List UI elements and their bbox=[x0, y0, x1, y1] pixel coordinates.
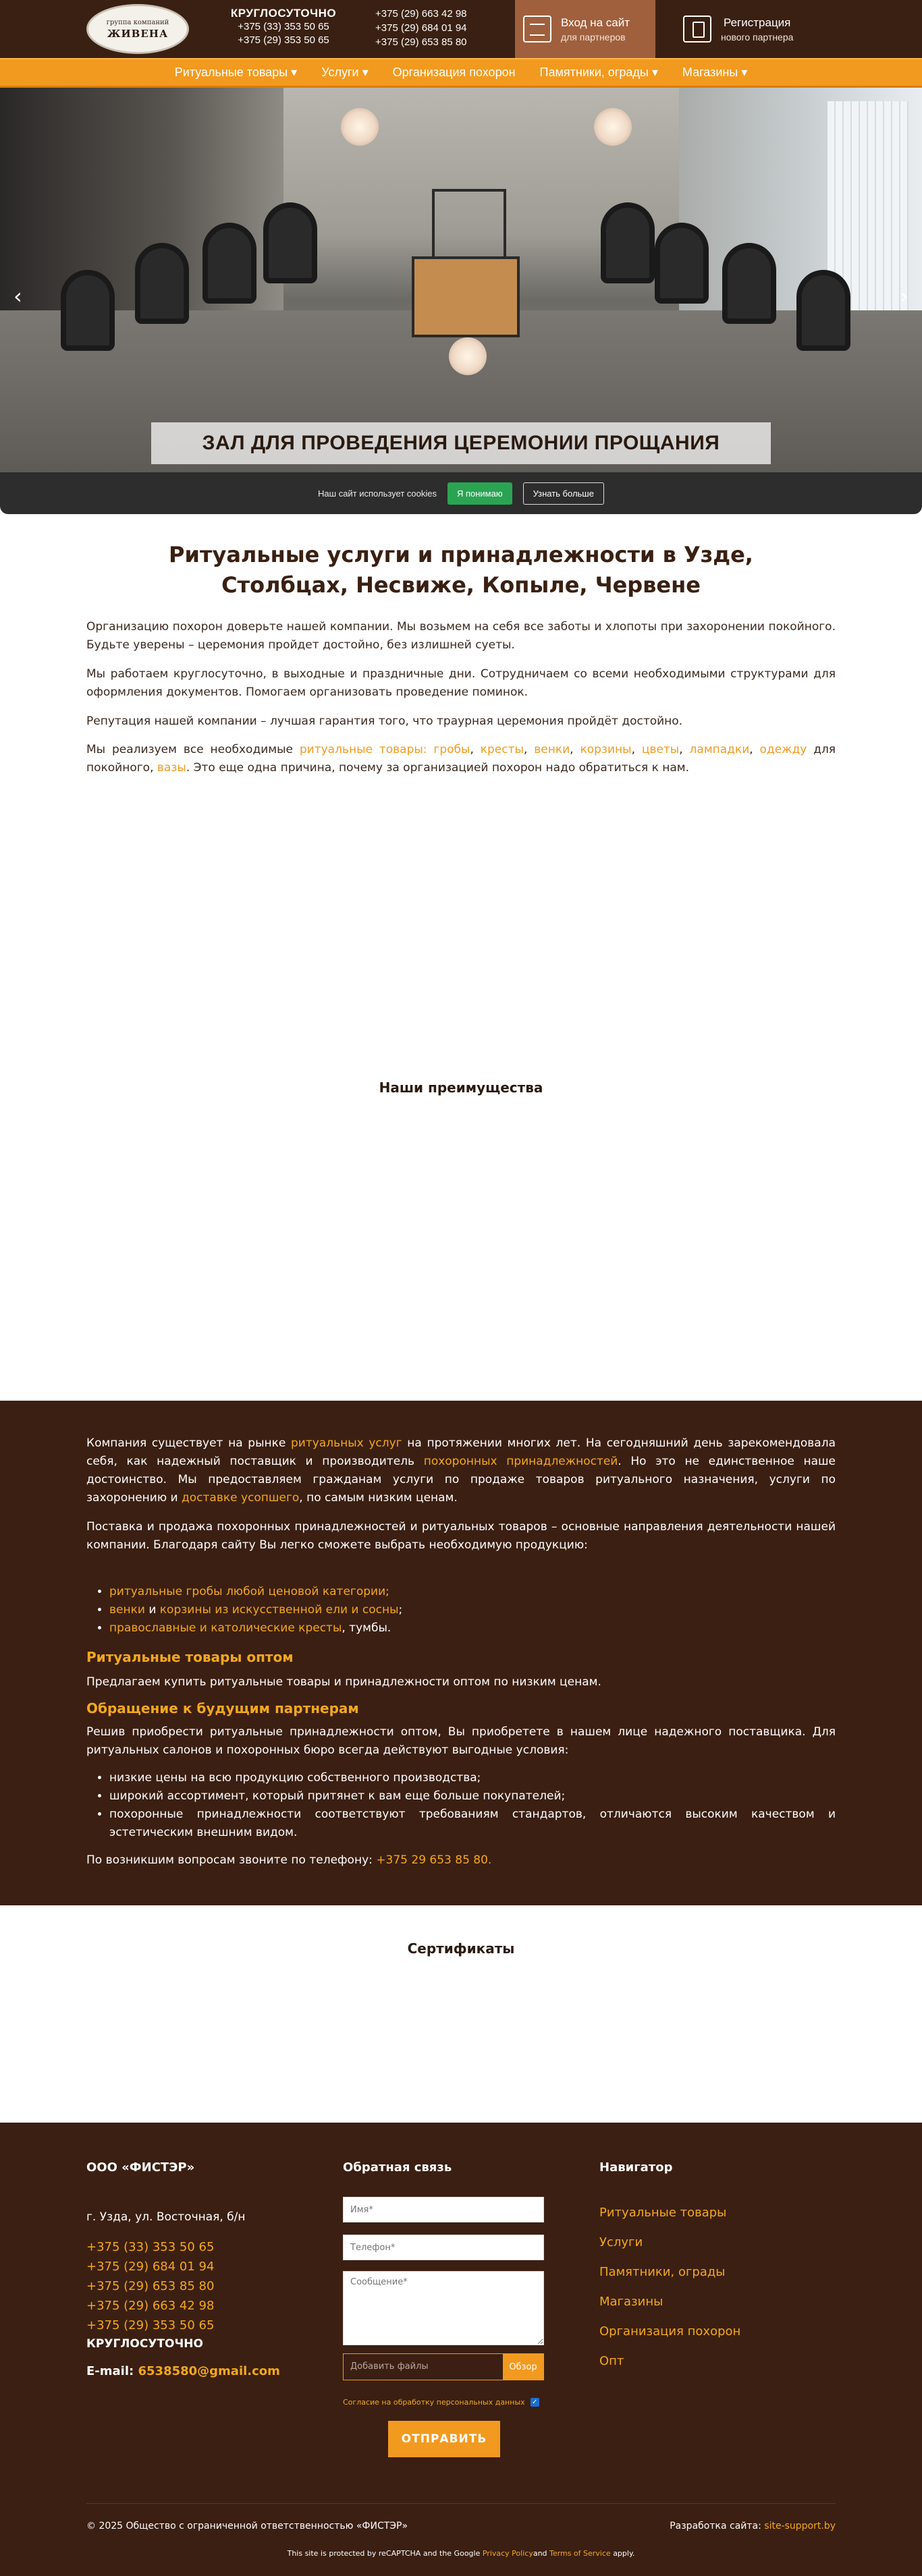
conditions-list bbox=[86, 1769, 836, 1842]
recaptcha-notice: This site is protected by reCAPTCHA and the Google Privacy Policyand Terms of Service apply. bbox=[287, 2549, 635, 2558]
link-crosses[interactable]: православные и католические кресты bbox=[109, 1621, 342, 1635]
wholesale-paragraph: Предлагаем купить ритуальные товары и принадлежности оптом по низким ценам. bbox=[86, 1675, 601, 1689]
contact-phone-link[interactable]: +375 29 653 85 80. bbox=[376, 1853, 492, 1867]
advantages-heading: Наши преимущества bbox=[379, 1080, 543, 1096]
link-ritual-services[interactable]: ритуальных услуг bbox=[290, 1436, 402, 1450]
login-icon bbox=[523, 16, 551, 43]
footer-link-funeral-organization[interactable]: Организация похорон bbox=[599, 2324, 741, 2339]
allday-label: КРУГЛОСУТОЧНО bbox=[230, 7, 337, 20]
nav-item-services[interactable]: Услуги ▾ bbox=[321, 65, 369, 79]
certificates-heading: Сертификаты bbox=[407, 1940, 515, 1957]
link-baskets[interactable]: корзины bbox=[580, 743, 632, 756]
consent-checkbox[interactable]: ✓ bbox=[531, 2398, 539, 2407]
register-subtitle: нового партнера bbox=[721, 31, 794, 43]
phones-block-right bbox=[375, 7, 483, 49]
link-baskets[interactable]: корзины из искусственной ели и сосны bbox=[159, 1603, 399, 1617]
logo-tagline: группа компаний bbox=[106, 18, 169, 26]
partners-heading: Обращение к будущим партнерам bbox=[86, 1700, 359, 1716]
cookie-more-button[interactable]: Узнать больше bbox=[523, 482, 604, 505]
email-link[interactable]: 6538580@gmail.com bbox=[138, 2364, 280, 2378]
chevron-down-icon: ▾ bbox=[291, 65, 298, 79]
footer-link-shops[interactable]: Магазины bbox=[599, 2295, 663, 2309]
main-nav bbox=[0, 58, 922, 88]
nav-item-funeral-organization[interactable]: Организация похорон bbox=[392, 65, 516, 79]
name-input[interactable] bbox=[343, 2197, 544, 2222]
terms-link[interactable]: Terms of Service bbox=[549, 2549, 611, 2558]
footer-divider bbox=[86, 2503, 836, 2504]
about-section bbox=[0, 1401, 922, 1905]
products-list bbox=[86, 1583, 836, 1637]
file-browse-button[interactable]: Обзор bbox=[503, 2354, 543, 2380]
cookie-text: Наш сайт использует cookies bbox=[318, 488, 437, 499]
list-item: • православные и католические кресты, тумбы. bbox=[109, 1619, 836, 1637]
consent-label: Согласие на обработку персональных данных bbox=[343, 2398, 525, 2407]
footer bbox=[0, 2123, 922, 2576]
footer-allday: КРУГЛОСУТОЧНО bbox=[86, 2337, 203, 2351]
link-wreaths[interactable]: венки bbox=[534, 743, 570, 756]
login-title: Вход на сайт bbox=[561, 16, 630, 29]
link-coffins-category[interactable]: ритуальные гробы любой ценовой категории; bbox=[109, 1585, 389, 1598]
phone-link[interactable]: +375 (29) 684 01 94 bbox=[375, 22, 467, 34]
link-funeral-accessories[interactable]: похоронных принадлежностей bbox=[423, 1455, 618, 1468]
file-upload-label: Добавить файлы bbox=[344, 2354, 503, 2380]
list-item: • низкие цены на всю продукцию собственного производства; bbox=[109, 1769, 836, 1787]
footer-nav bbox=[599, 2198, 740, 2376]
intro-paragraph: Организацию похорон доверьте нашей компании. Мы возьмем на себя все заботы и хлопоты при захоронении покойного. Будьте уверены – церемония пройдет достойно, без излишней суеты. bbox=[86, 620, 836, 652]
register-title: Регистрация bbox=[724, 16, 791, 29]
phone-link[interactable]: +375 (29) 653 85 80 bbox=[86, 2279, 215, 2293]
phone-input[interactable] bbox=[343, 2235, 544, 2260]
phone-link[interactable]: +375 (29) 684 01 94 bbox=[86, 2260, 215, 2274]
footer-phones bbox=[86, 2237, 214, 2335]
list-item bbox=[109, 1583, 836, 1601]
partner-register-button[interactable] bbox=[675, 0, 830, 58]
products-paragraph: Мы реализуем все необходимые ритуальные товары: гробы, кресты, венки, корзины, цветы, лампадки, одежду для покойного, вазы. Это еще одна причина, почему за организацией похорон надо обратиться к нам. bbox=[86, 743, 836, 775]
copyright: © 2025 Общество с ограниченной ответственностью «ФИСТЭР» bbox=[86, 2521, 408, 2531]
nav-item-monuments[interactable]: Памятники, ограды ▾ bbox=[539, 65, 658, 79]
phone-link[interactable]: +375 (29) 663 42 98 bbox=[375, 8, 467, 20]
list-item: • широкий ассортимент, который притянет к вам еще больше покупателей; bbox=[109, 1787, 836, 1805]
register-icon bbox=[683, 16, 711, 43]
intro-paragraph: Мы работаем круглосуточно, в выходные и праздничные дни. Сотрудничаем со всеми необходимыми структурами для оформления документов. Помогаем организовать проведение поминок. bbox=[86, 667, 836, 699]
link-lamps[interactable]: лампадки bbox=[689, 743, 750, 756]
link-wreaths[interactable]: венки bbox=[109, 1603, 145, 1617]
chevron-down-icon: ▾ bbox=[362, 65, 369, 79]
list-item: • венки и корзины из искусственной ели и сосны; bbox=[109, 1601, 836, 1619]
logo-name: ЖИВЕНА bbox=[107, 27, 169, 40]
footer-address: г. Узда, ул. Восточная, б/н bbox=[86, 2210, 246, 2224]
page-title: Ритуальные услуги и принадлежности в Узде, Столбцах, Несвиже, Копыле, Червене bbox=[169, 542, 753, 598]
phone-link[interactable]: +375 (29) 653 85 80 bbox=[375, 36, 467, 48]
phone-link[interactable]: +375 (33) 353 50 65 bbox=[238, 21, 329, 32]
footer-feedback-heading: Обратная связь bbox=[343, 2160, 452, 2175]
phone-link[interactable]: +375 (29) 353 50 65 bbox=[238, 34, 329, 46]
list-item: • похоронные принадлежности соответствуют требованиям стандартов, отличаются высоким качеством и эстетическим внешним видом. bbox=[109, 1805, 836, 1842]
footer-link-services[interactable]: Услуги bbox=[599, 2235, 643, 2249]
footer-email: E-mail: 6538580@gmail.com bbox=[86, 2364, 280, 2378]
hero-slider bbox=[0, 88, 922, 472]
nav-item-ritual-goods[interactable]: Ритуальные товары ▾ bbox=[174, 65, 298, 79]
partner-login-button[interactable] bbox=[515, 0, 655, 58]
link-flowers[interactable]: цветы bbox=[641, 743, 680, 756]
phones-block-left bbox=[223, 7, 344, 47]
footer-link-wholesale[interactable]: Опт bbox=[599, 2354, 624, 2368]
link-deceased-delivery[interactable]: доставке усопшего bbox=[182, 1491, 300, 1505]
about-paragraph: Поставка и продажа похоронных принадлежностей и ритуальных товаров – основные направления деятельности нашей компании. Благодаря сайту Вы легко сможете выбрать необходимую продукцию: bbox=[86, 1520, 836, 1552]
submit-button[interactable]: ОТПРАВИТЬ bbox=[388, 2421, 500, 2457]
wholesale-heading: Ритуальные товары оптом bbox=[86, 1649, 294, 1665]
chevron-down-icon: ▾ bbox=[741, 65, 748, 79]
footer-link-monuments[interactable]: Памятники, ограды bbox=[599, 2265, 726, 2279]
chevron-down-icon: ▾ bbox=[651, 65, 658, 79]
footer-nav-heading: Навигатор bbox=[599, 2160, 673, 2175]
nav-item-shops[interactable]: Магазины ▾ bbox=[682, 65, 748, 79]
phone-link[interactable]: +375 (29) 663 42 98 bbox=[86, 2299, 215, 2313]
file-upload[interactable] bbox=[343, 2353, 544, 2380]
link-clothes[interactable]: одежду bbox=[759, 743, 807, 756]
developer-credit: Разработка сайта: site-support.by bbox=[670, 2521, 836, 2531]
message-textarea[interactable] bbox=[343, 2271, 544, 2345]
phone-link[interactable]: +375 (33) 353 50 65 bbox=[86, 2240, 215, 2254]
about-paragraph: Компания существует на рынке ритуальных услуг на протяжении многих лет. На сегодняшний день зарекомендовала себя, как надежный поставщик и производитель похоронных принадлежностей. Но это не единственное наше достоинство. Мы предоставляем гражданам услуги по продаже товаров ритуального назначения, услуги по захоронению и доставке усопшего, по самым низким ценам. bbox=[86, 1436, 836, 1505]
link-coffins[interactable]: ритуальные товары: гробы bbox=[299, 743, 470, 756]
link-vases[interactable]: вазы bbox=[157, 761, 186, 775]
footer-company: ООО «ФИСТЭР» bbox=[86, 2160, 195, 2175]
slider-prev-arrow[interactable]: ‹ bbox=[13, 283, 22, 309]
link-crosses[interactable]: кресты bbox=[480, 743, 524, 756]
cookie-banner bbox=[0, 472, 922, 514]
privacy-policy-link[interactable]: Privacy Policy bbox=[482, 2549, 533, 2558]
consent-row bbox=[343, 2398, 539, 2407]
top-header bbox=[0, 0, 922, 58]
phone-link[interactable]: +375 (29) 353 50 65 bbox=[86, 2318, 215, 2332]
footer-link-ritual-goods[interactable]: Ритуальные товары bbox=[599, 2206, 727, 2220]
slide-caption: ЗАЛ ДЛЯ ПРОВЕДЕНИЯ ЦЕРЕМОНИИ ПРОЩАНИЯ bbox=[151, 422, 771, 464]
login-subtitle: для партнеров bbox=[561, 31, 626, 43]
partners-paragraph: Решив приобрести ритуальные принадлежности оптом, Вы приобретете в нашем лице надежного поставщика. Для ритуальных салонов и похоронных бюро всегда действуют выгодные условия: bbox=[86, 1725, 836, 1757]
slider-next-arrow[interactable]: › bbox=[900, 283, 909, 309]
logo[interactable] bbox=[86, 4, 189, 54]
intro-paragraph: Репутация нашей компании – лучшая гарантия того, что траурная церемония пройдёт достойно. bbox=[86, 715, 683, 728]
contact-paragraph: По возникшим вопросам звоните по телефону: +375 29 653 85 80. bbox=[86, 1853, 492, 1867]
developer-link[interactable]: site-support.by bbox=[764, 2521, 836, 2531]
cookie-accept-button[interactable]: Я понимаю bbox=[448, 482, 512, 505]
